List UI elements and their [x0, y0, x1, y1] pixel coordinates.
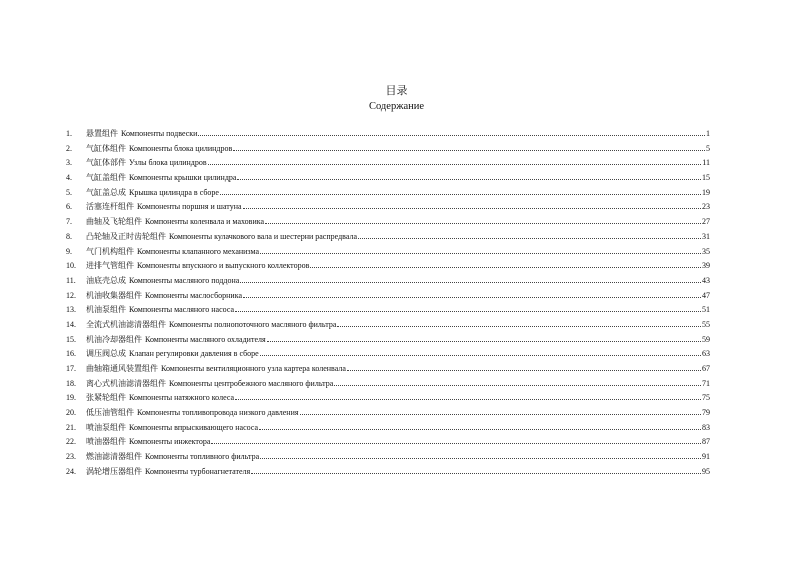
- dot-leader: [243, 207, 701, 209]
- toc-entry-page-number: 47: [702, 290, 710, 300]
- toc-entry-title-chinese: 悬置组件: [86, 129, 118, 138]
- dot-leader: [235, 398, 701, 400]
- toc-entry[interactable]: [66, 435, 710, 450]
- toc-entry-title-russian: Компоненты натяжного колеса: [129, 393, 235, 403]
- toc-entry-page-number: 19: [702, 187, 710, 197]
- toc-entry-number: 1.: [66, 129, 72, 138]
- toc-entry-number: 24.: [66, 466, 76, 476]
- toc-entry-title-russian: Компоненты крышки цилиндра: [129, 173, 237, 183]
- toc-entry-number: 15.: [66, 334, 76, 344]
- toc-entry-title: [86, 333, 266, 348]
- toc-entry-title-russian: Крышка цилиндра в сборе: [129, 187, 219, 197]
- toc-entry-title: [86, 362, 346, 377]
- dot-leader: [208, 163, 702, 165]
- toc-entry-title-russian: Компоненты центробежного масляного фильтра: [169, 378, 334, 388]
- toc-entry-title: [86, 186, 219, 201]
- dot-leader: [259, 428, 701, 430]
- toc-entry-number: 23.: [66, 452, 76, 462]
- toc-entry-title-chinese: 全流式机油滤清器组件: [86, 319, 166, 329]
- toc-entry-number: 14.: [66, 319, 76, 329]
- toc-entry[interactable]: [66, 156, 710, 171]
- toc-entry-title-chinese: 曲轴箱通风装置组件: [86, 364, 158, 373]
- toc-entry-title-russian: Узлы блока цилиндров: [129, 158, 207, 168]
- toc-entry-title: [86, 406, 299, 421]
- dot-leader: [240, 281, 701, 283]
- toc-entry-title-chinese: 气缸盖总成: [86, 187, 126, 197]
- toc-entry[interactable]: [66, 171, 710, 186]
- toc-entry-number: 12.: [66, 290, 76, 300]
- toc-entry-page-number: 79: [702, 408, 710, 418]
- toc-entry-title-chinese: 进排气管组件: [86, 261, 134, 271]
- toc-entry-title-chinese: 机油泵组件: [86, 305, 126, 315]
- toc-entry-title-russian: Компоненты подвески: [121, 129, 198, 138]
- toc-entry-page-number: 59: [702, 334, 710, 344]
- toc-entry-number: 4.: [66, 173, 72, 183]
- toc-entry-title-russian: Компоненты блока цилиндров: [129, 143, 233, 153]
- toc-entry-title-chinese: 低压油管组件: [86, 408, 134, 418]
- dot-leader: [267, 340, 701, 342]
- toc-entry[interactable]: [66, 245, 710, 260]
- toc-entry-title: [86, 259, 309, 274]
- toc-entry-page-number: 1: [706, 129, 710, 138]
- toc-entry-number: 2.: [66, 143, 72, 153]
- toc-entry-page-number: 87: [702, 437, 710, 447]
- toc-entry-title-chinese: 凸轮轴及正时齿轮组件: [86, 231, 166, 241]
- toc-entry-title-chinese: 机油收集器组件: [86, 290, 142, 300]
- dot-leader: [211, 442, 701, 444]
- toc-entry-title: [86, 421, 258, 436]
- dot-leader: [220, 193, 701, 195]
- toc-entry-number: 7.: [66, 217, 72, 227]
- toc-entry-title: [86, 391, 234, 406]
- dot-leader: [233, 149, 705, 151]
- dot-leader: [358, 237, 701, 239]
- toc-entry-page-number: 5: [706, 143, 710, 153]
- toc-entry-title-chinese: 气缸盖组件: [86, 173, 126, 183]
- toc-entry-title-russian: Компоненты вентиляционного узла картера коленвала: [161, 364, 346, 373]
- toc-entry-title-chinese: 喷油泵组件: [86, 422, 126, 432]
- toc-entry-page-number: 31: [702, 231, 710, 241]
- toc-entry-title: [86, 274, 239, 289]
- toc-entry[interactable]: [66, 200, 710, 215]
- toc-entry-number: 13.: [66, 305, 76, 315]
- toc-entry-title-chinese: 调压阀总成: [86, 349, 126, 359]
- toc-entry-title: [86, 200, 242, 215]
- toc-entry[interactable]: [66, 186, 710, 201]
- toc-entry[interactable]: [66, 333, 710, 348]
- toc-entry[interactable]: [66, 289, 710, 304]
- toc-entry[interactable]: [66, 215, 710, 230]
- page-title-chinese: 目录: [385, 85, 408, 97]
- toc-entry-title-chinese: 活塞连杆组件: [86, 202, 134, 212]
- toc-entry[interactable]: [66, 259, 710, 274]
- dot-leader: [235, 310, 701, 312]
- dot-leader: [260, 457, 701, 459]
- toc-entry-page-number: 39: [702, 261, 710, 271]
- toc-entry-title-chinese: 燃油滤清器组件: [86, 452, 142, 462]
- toc-entry[interactable]: [66, 230, 710, 245]
- toc-entry-title-russian: Компоненты впрыскивающего насоса: [129, 422, 259, 432]
- toc-entry-page-number: 15: [702, 173, 710, 183]
- toc-entry-page-number: 43: [702, 275, 710, 285]
- toc-entry-title: [86, 347, 259, 362]
- toc-entry-number: 10.: [66, 261, 76, 271]
- dot-leader: [265, 222, 701, 224]
- toc-entry-title: [86, 289, 242, 304]
- dot-leader: [198, 134, 705, 136]
- toc-entry-title: [86, 215, 264, 230]
- toc-entry-number: 21.: [66, 422, 76, 432]
- toc-entry-title-russian: Клапан регулировки давления в сборе: [129, 349, 259, 359]
- toc-entry-title-chinese: 气缸体部件: [86, 158, 126, 168]
- toc-entry-number: 8.: [66, 231, 72, 241]
- toc-entry-title-russian: Компоненты полнопоточного масляного фильтра: [169, 319, 337, 329]
- toc-entry-page-number: 95: [702, 466, 710, 476]
- toc-entry-number: 18.: [66, 378, 76, 388]
- toc-entry-title: [86, 142, 232, 157]
- toc-entry[interactable]: [66, 127, 710, 142]
- toc-entry[interactable]: [66, 391, 710, 406]
- toc-entry-title-chinese: 气门机构组件: [86, 246, 134, 256]
- toc-entry[interactable]: [66, 450, 710, 465]
- toc-entry-title-russian: Компоненты маслосборника: [145, 290, 243, 300]
- toc-entry[interactable]: [66, 377, 710, 392]
- toc-entry-page-number: 91: [702, 452, 710, 462]
- toc-entry-title: [86, 465, 250, 480]
- toc-entry-title-chinese: 涡轮增压器组件: [86, 466, 142, 476]
- toc-entry-title: [86, 156, 207, 171]
- toc-entry-title-chinese: 机油冷却器组件: [86, 334, 142, 344]
- toc-entry-title-russian: Компоненты масляного насоса: [129, 305, 235, 315]
- table-of-contents: [66, 127, 710, 480]
- toc-entry-number: 20.: [66, 408, 76, 418]
- toc-entry-title-russian: Компоненты поршня и шатуна: [137, 202, 242, 212]
- toc-entry-number: 16.: [66, 349, 76, 359]
- toc-entry-page-number: 71: [702, 378, 710, 388]
- dot-leader: [300, 413, 701, 415]
- toc-entry-number: 17.: [66, 364, 76, 373]
- toc-entry-title-russian: Компоненты кулачкового вала и шестерни распредвала: [169, 231, 357, 241]
- toc-entry[interactable]: [66, 465, 710, 480]
- toc-entry[interactable]: [66, 347, 710, 362]
- toc-entry-title-russian: Компоненты масляного поддона: [129, 275, 240, 285]
- toc-entry-page-number: 51: [702, 305, 710, 315]
- toc-entry-title: [86, 450, 259, 465]
- toc-entry-title: [86, 377, 333, 392]
- dot-leader: [260, 252, 701, 254]
- toc-entry-number: 9.: [66, 246, 72, 256]
- toc-entry-title-chinese: 气缸体组件: [86, 143, 126, 153]
- toc-entry[interactable]: [66, 406, 710, 421]
- toc-entry-page-number: 83: [702, 422, 710, 432]
- dot-leader: [337, 325, 701, 327]
- toc-entry-page-number: 11: [702, 158, 710, 168]
- toc-entry-page-number: 63: [702, 349, 710, 359]
- toc-entry[interactable]: [66, 421, 710, 436]
- toc-entry-title-chinese: 离心式机油滤清器组件: [86, 378, 166, 388]
- toc-entry-number: 19.: [66, 393, 76, 403]
- toc-entry-title: [86, 171, 236, 186]
- toc-entry-title-russian: Компоненты турбонагнетателя: [145, 466, 251, 476]
- toc-entry-page-number: 23: [702, 202, 710, 212]
- toc-entry-page-number: 75: [702, 393, 710, 403]
- toc-entry-title-russian: Компоненты клапанного механизма: [137, 246, 260, 256]
- toc-entry-number: 11.: [66, 275, 76, 285]
- toc-entry-number: 22.: [66, 437, 76, 447]
- toc-entry-title-chinese: 油底壳总成: [86, 275, 126, 285]
- toc-entry-title: [86, 318, 336, 333]
- toc-entry-title: [86, 127, 197, 142]
- toc-entry-title: [86, 230, 357, 245]
- toc-entry-title-russian: Компоненты топливопровода низкого давления: [137, 408, 299, 418]
- toc-entry-title-chinese: 曲轴及飞轮组件: [86, 217, 142, 227]
- toc-entry[interactable]: [66, 362, 710, 377]
- toc-entry[interactable]: [66, 142, 710, 157]
- toc-entry-title-russian: Компоненты масляного охладителя: [145, 334, 266, 344]
- toc-entry-title: [86, 245, 259, 260]
- dot-leader: [347, 369, 701, 371]
- toc-entry-number: 3.: [66, 158, 72, 168]
- dot-leader: [243, 296, 701, 298]
- dot-leader: [251, 472, 701, 474]
- toc-entry-title-russian: Компоненты коленвала и маховика: [145, 217, 265, 227]
- toc-entry[interactable]: [66, 318, 710, 333]
- dot-leader: [310, 266, 701, 268]
- toc-entry-page-number: 35: [702, 246, 710, 256]
- dot-leader: [260, 354, 701, 356]
- toc-entry-title: [86, 435, 210, 450]
- toc-entry-title-chinese: 张紧轮组件: [86, 393, 126, 403]
- dot-leader: [334, 384, 701, 386]
- toc-entry-title-russian: Компоненты топливного фильтра: [145, 452, 260, 462]
- toc-entry-title: [86, 303, 234, 318]
- toc-entry-title-russian: Компоненты инжектора: [129, 437, 211, 447]
- dot-leader: [237, 178, 701, 180]
- toc-entry-page-number: 55: [702, 319, 710, 329]
- toc-entry-page-number: 27: [702, 217, 710, 227]
- toc-entry-page-number: 67: [702, 364, 710, 373]
- toc-entry-number: 6.: [66, 202, 72, 212]
- page-title-russian: Содержание: [368, 101, 425, 112]
- toc-entry-title-chinese: 喷油器组件: [86, 437, 126, 447]
- toc-entry-number: 5.: [66, 187, 72, 197]
- toc-entry[interactable]: [66, 303, 710, 318]
- toc-entry-title-russian: Компоненты впускного и выпускного коллекторов: [137, 261, 310, 271]
- toc-entry[interactable]: [66, 274, 710, 289]
